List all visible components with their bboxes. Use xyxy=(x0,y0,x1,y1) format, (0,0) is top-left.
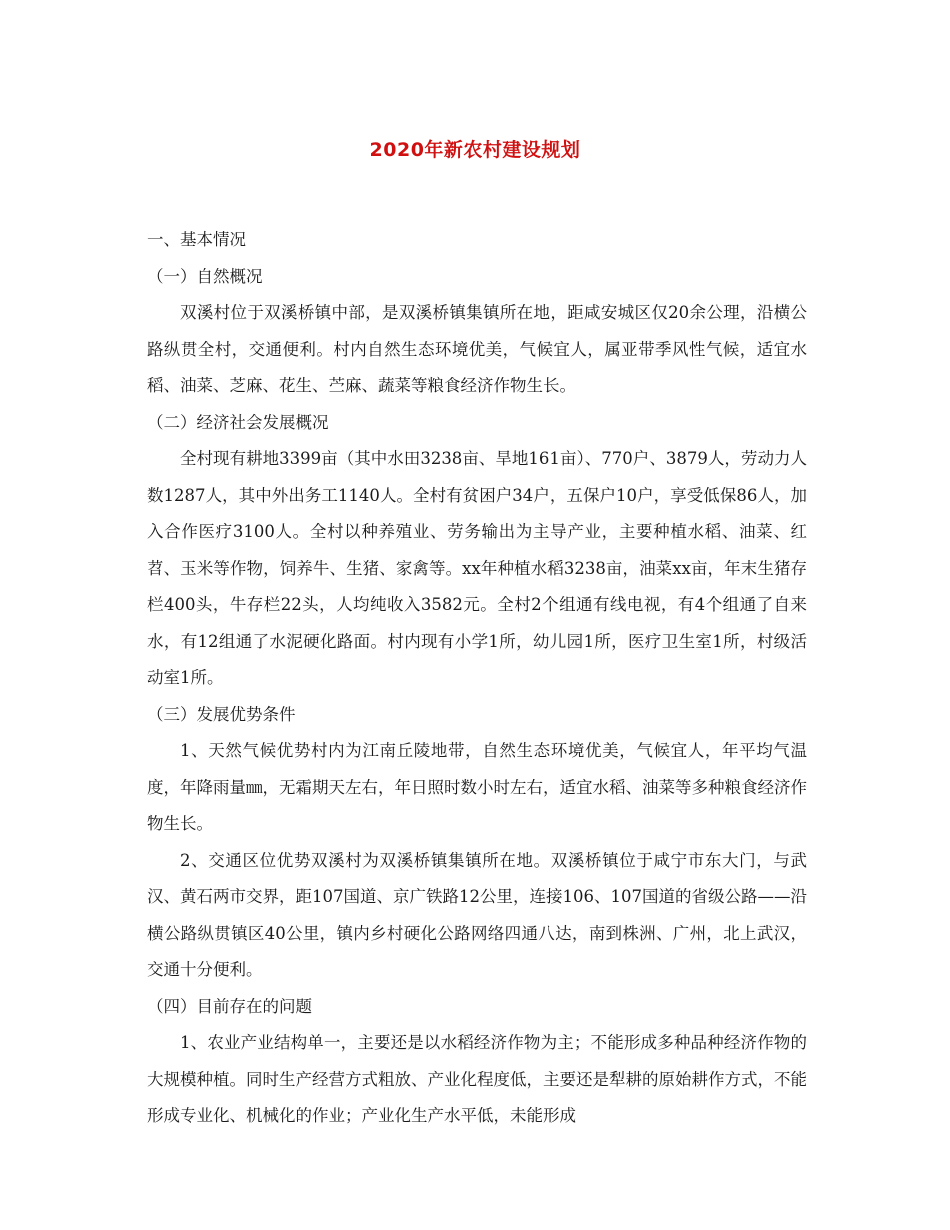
paragraph-climate-advantage: 1、天然气候优势村内为江南丘陵地带，自然生态环境优美，气候宜人，年平均气温度，年降雨量㎜，无霜期天左右，年日照时数小时左右，适宜水稻、油菜等多种粮食经济作物生长。 xyxy=(147,741,807,833)
paragraph-natural-overview: 双溪村位于双溪桥镇中部，是双溪桥镇集镇所在地，距咸安城区仅20余公理，沿横公路纵贯全村，交通便利。村内自然生态环境优美，气候宜人，属亚带季风性气候，适宜水稻、油菜、芝麻、花生、苎麻、蔬菜等粮食经济作物生长。 xyxy=(147,303,807,395)
heading-economic-overview: （二）经济社会发展概况 xyxy=(147,412,329,432)
document-body xyxy=(147,222,807,1135)
heading-basic-situation: 一、基本情况 xyxy=(147,230,246,249)
heading-current-problems: （四）目前存在的问题 xyxy=(147,996,312,1016)
heading-advantages: （三）发展优势条件 xyxy=(147,704,296,724)
paragraph-transport-advantage: 2、交通区位优势双溪村为双溪桥镇集镇所在地。双溪桥镇位于咸宁市东大门，与武汉、黄石两市交界，距107国道、京广铁路12公里，连接106、107国道的省级公路——沿横公路纵贯镇区40公里，镇内乡村硬化公路网络四通八达，南到株洲、广州，北上武汉，交通十分便利。 xyxy=(147,850,807,979)
paragraph-problem-structure: 1、农业产业结构单一，主要还是以水稻经济作物为主；不能形成多种品种经济作物的大规模种植。同时生产经营方式粗放、产业化程度低，主要还是犁耕的原始耕作方式，不能形成专业化、机械化的作业；产业化生产水平低，未能形成 xyxy=(147,1033,807,1125)
paragraph-economic-overview: 全村现有耕地3399亩（其中水田3238亩、旱地161亩）、770户、3879人，劳动力人数1287人，其中外出务工1140人。全村有贫困户34户，五保户10户，享受低保86人，加入合作医疗3100人。全村以种养殖业、劳务输出为主导产业，主要种植水稻、油菜、红苕、玉米等作物，饲养牛、生猪、家禽等。xx年种植水稻3238亩，油菜xx亩，年末生猪存栏400头，牛存栏22头，人均纯收入3582元。全村2个组通有线电视，有4个组通了自来水，有12组通了水泥硬化路面。村内现有小学1所，幼儿园1所，医疗卫生室1所，村级活动室1所。 xyxy=(147,449,807,687)
document-title: 2020年新农村建设规划 xyxy=(369,139,581,161)
heading-natural-overview: （一）自然概况 xyxy=(147,266,263,286)
